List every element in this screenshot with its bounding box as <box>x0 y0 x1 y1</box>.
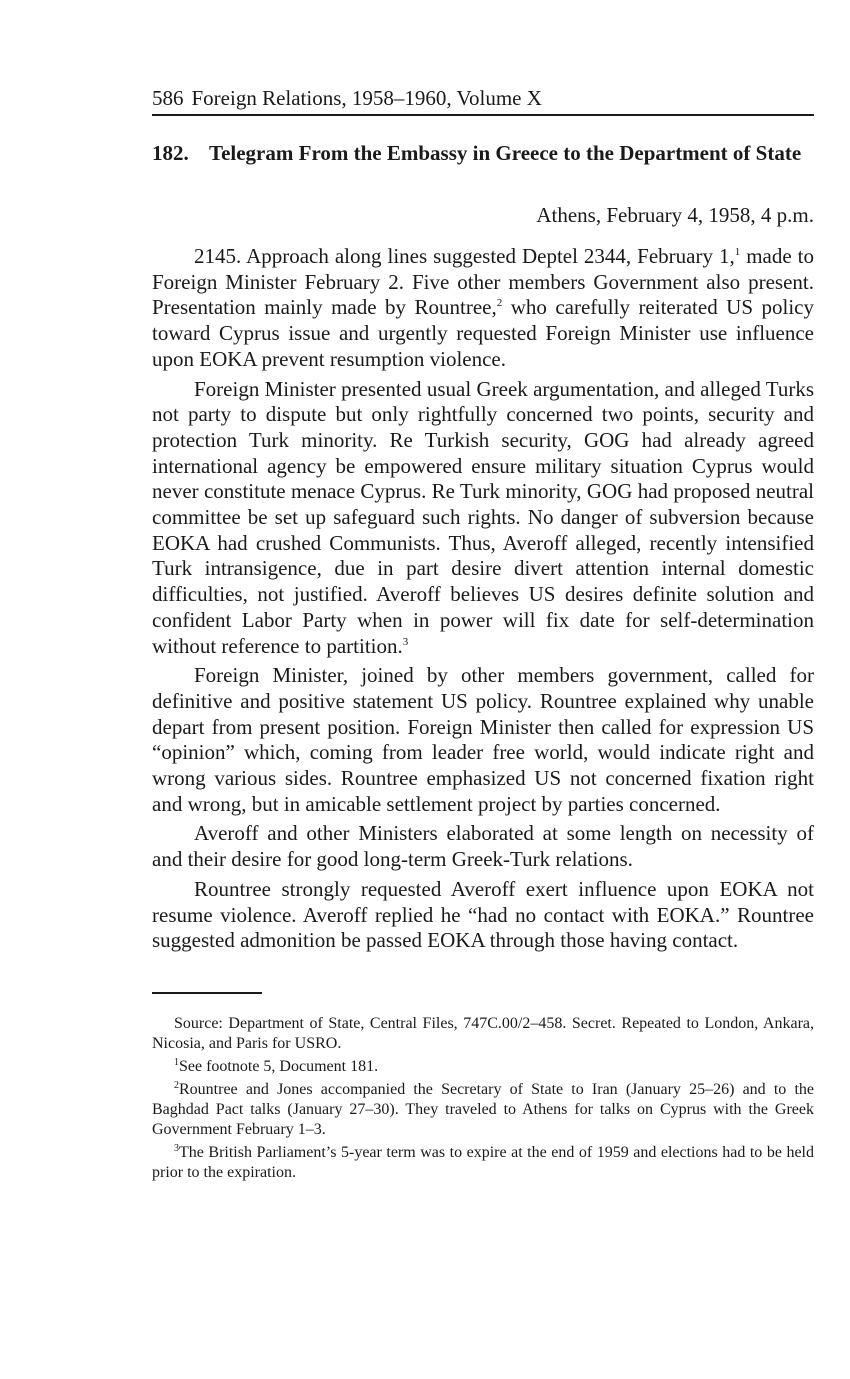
page-number: 586 <box>152 86 184 110</box>
paragraph-2-text: Foreign Minister presented usual Greek argumentation, and alleged Turks not party to dispute but only rightfully concerned two points, security and protection Turk minority. Re Turkish security, GOG had already agreed international agency be empowered ensure military situation Cyprus would never constitute menace Cyprus. Re Turk minority, GOG had proposed neutral committee be set up safeguard such rights. No danger of subversion because EOKA had crushed Communists. Thus, Averoff alleged, recently intensified Turk intransigence, due in part desire divert attention internal domestic difficulties, not justified. Averoff believes US desires definite solution and confident Labor Party when in power will fix date for self-determination without reference to partition. <box>152 376 814 658</box>
footnote-3-marker: 3 <box>174 1142 179 1154</box>
footnote-ref-1: 1 <box>734 246 741 258</box>
body-paragraph-5: Rountree strongly requested Averoff exert influence upon EOKA not resume violence. Averoff replied he “had no contact with EOKA.” Rountree suggested admonition be passed EOKA through those having contact. <box>152 876 814 953</box>
dateline: Athens, February 4, 1958, 4 p.m. <box>536 203 814 227</box>
footnote-1-text: See footnote 5, Document 181. <box>179 1057 379 1075</box>
footnote-2-marker: 2 <box>174 1079 179 1091</box>
telegram-body <box>152 244 814 954</box>
footnotes <box>152 1014 814 1183</box>
body-paragraph-3: Foreign Minister, joined by other members government, called for definitive and positive statement US policy. Rountree explained why unable depart from present position. Foreign Minister then called for expression US “opinion” which, coming from leader free world, would indicate right and wrong various sides. Rountree emphasized US not concerned fixation right and wrong, but in amicable settlement project by parties concerned. <box>152 663 814 816</box>
footnote-ref-3: 3 <box>402 635 409 648</box>
body-paragraph-4: Averoff and other Ministers elaborated at some length on necessity of and their desire for good long-term Greek-Turk relations. <box>152 821 814 872</box>
paragraph-1-text-b: made to Foreign Minister February 2. Five other members Government also present. Presentation mainly made by Rountree, <box>152 244 814 320</box>
source-note: Source: Department of State, Central Files, 747C.00/2–458. Secret. Repeated to London, Ankara, Nicosia, and Paris for USRO. <box>152 1014 814 1052</box>
page <box>152 84 814 1186</box>
document-number: 182. <box>152 141 189 165</box>
document-heading <box>152 140 814 166</box>
paragraph-1-text-a: 2145. Approach along lines suggested Deptel 2344, February 1, <box>194 244 735 268</box>
footnote-3 <box>152 1143 814 1183</box>
body-paragraph-1 <box>152 244 814 373</box>
footnote-3-text: The British Parliament’s 5-year term was to expire at the end of 1959 and elections had to be held prior to the expiration. <box>152 1143 814 1181</box>
footnote-1-marker: 1 <box>174 1056 179 1068</box>
footnote-ref-2: 2 <box>496 297 503 310</box>
document-title: Telegram From the Embassy in Greece to the Department of State <box>209 141 802 165</box>
footnote-1 <box>152 1057 814 1077</box>
paragraph-1-text-c: who carefully reiterated US policy toward Cyprus issue and urgently requested Foreign Minister use influence upon EOKA prevent resumption violence. <box>152 295 814 371</box>
footnote-divider <box>152 992 262 994</box>
footnote-2 <box>152 1080 814 1140</box>
running-title: Foreign Relations, 1958–1960, Volume X <box>191 86 542 110</box>
body-paragraph-2 <box>152 377 814 660</box>
footnote-2-text: Rountree and Jones accompanied the Secretary of State to Iran (January 25–26) and to the Baghdad Pact talks (January 27–30). They traveled to Athens for talks on Cyprus with the Greek Government February 1–3. <box>152 1080 814 1138</box>
running-header <box>152 84 814 116</box>
